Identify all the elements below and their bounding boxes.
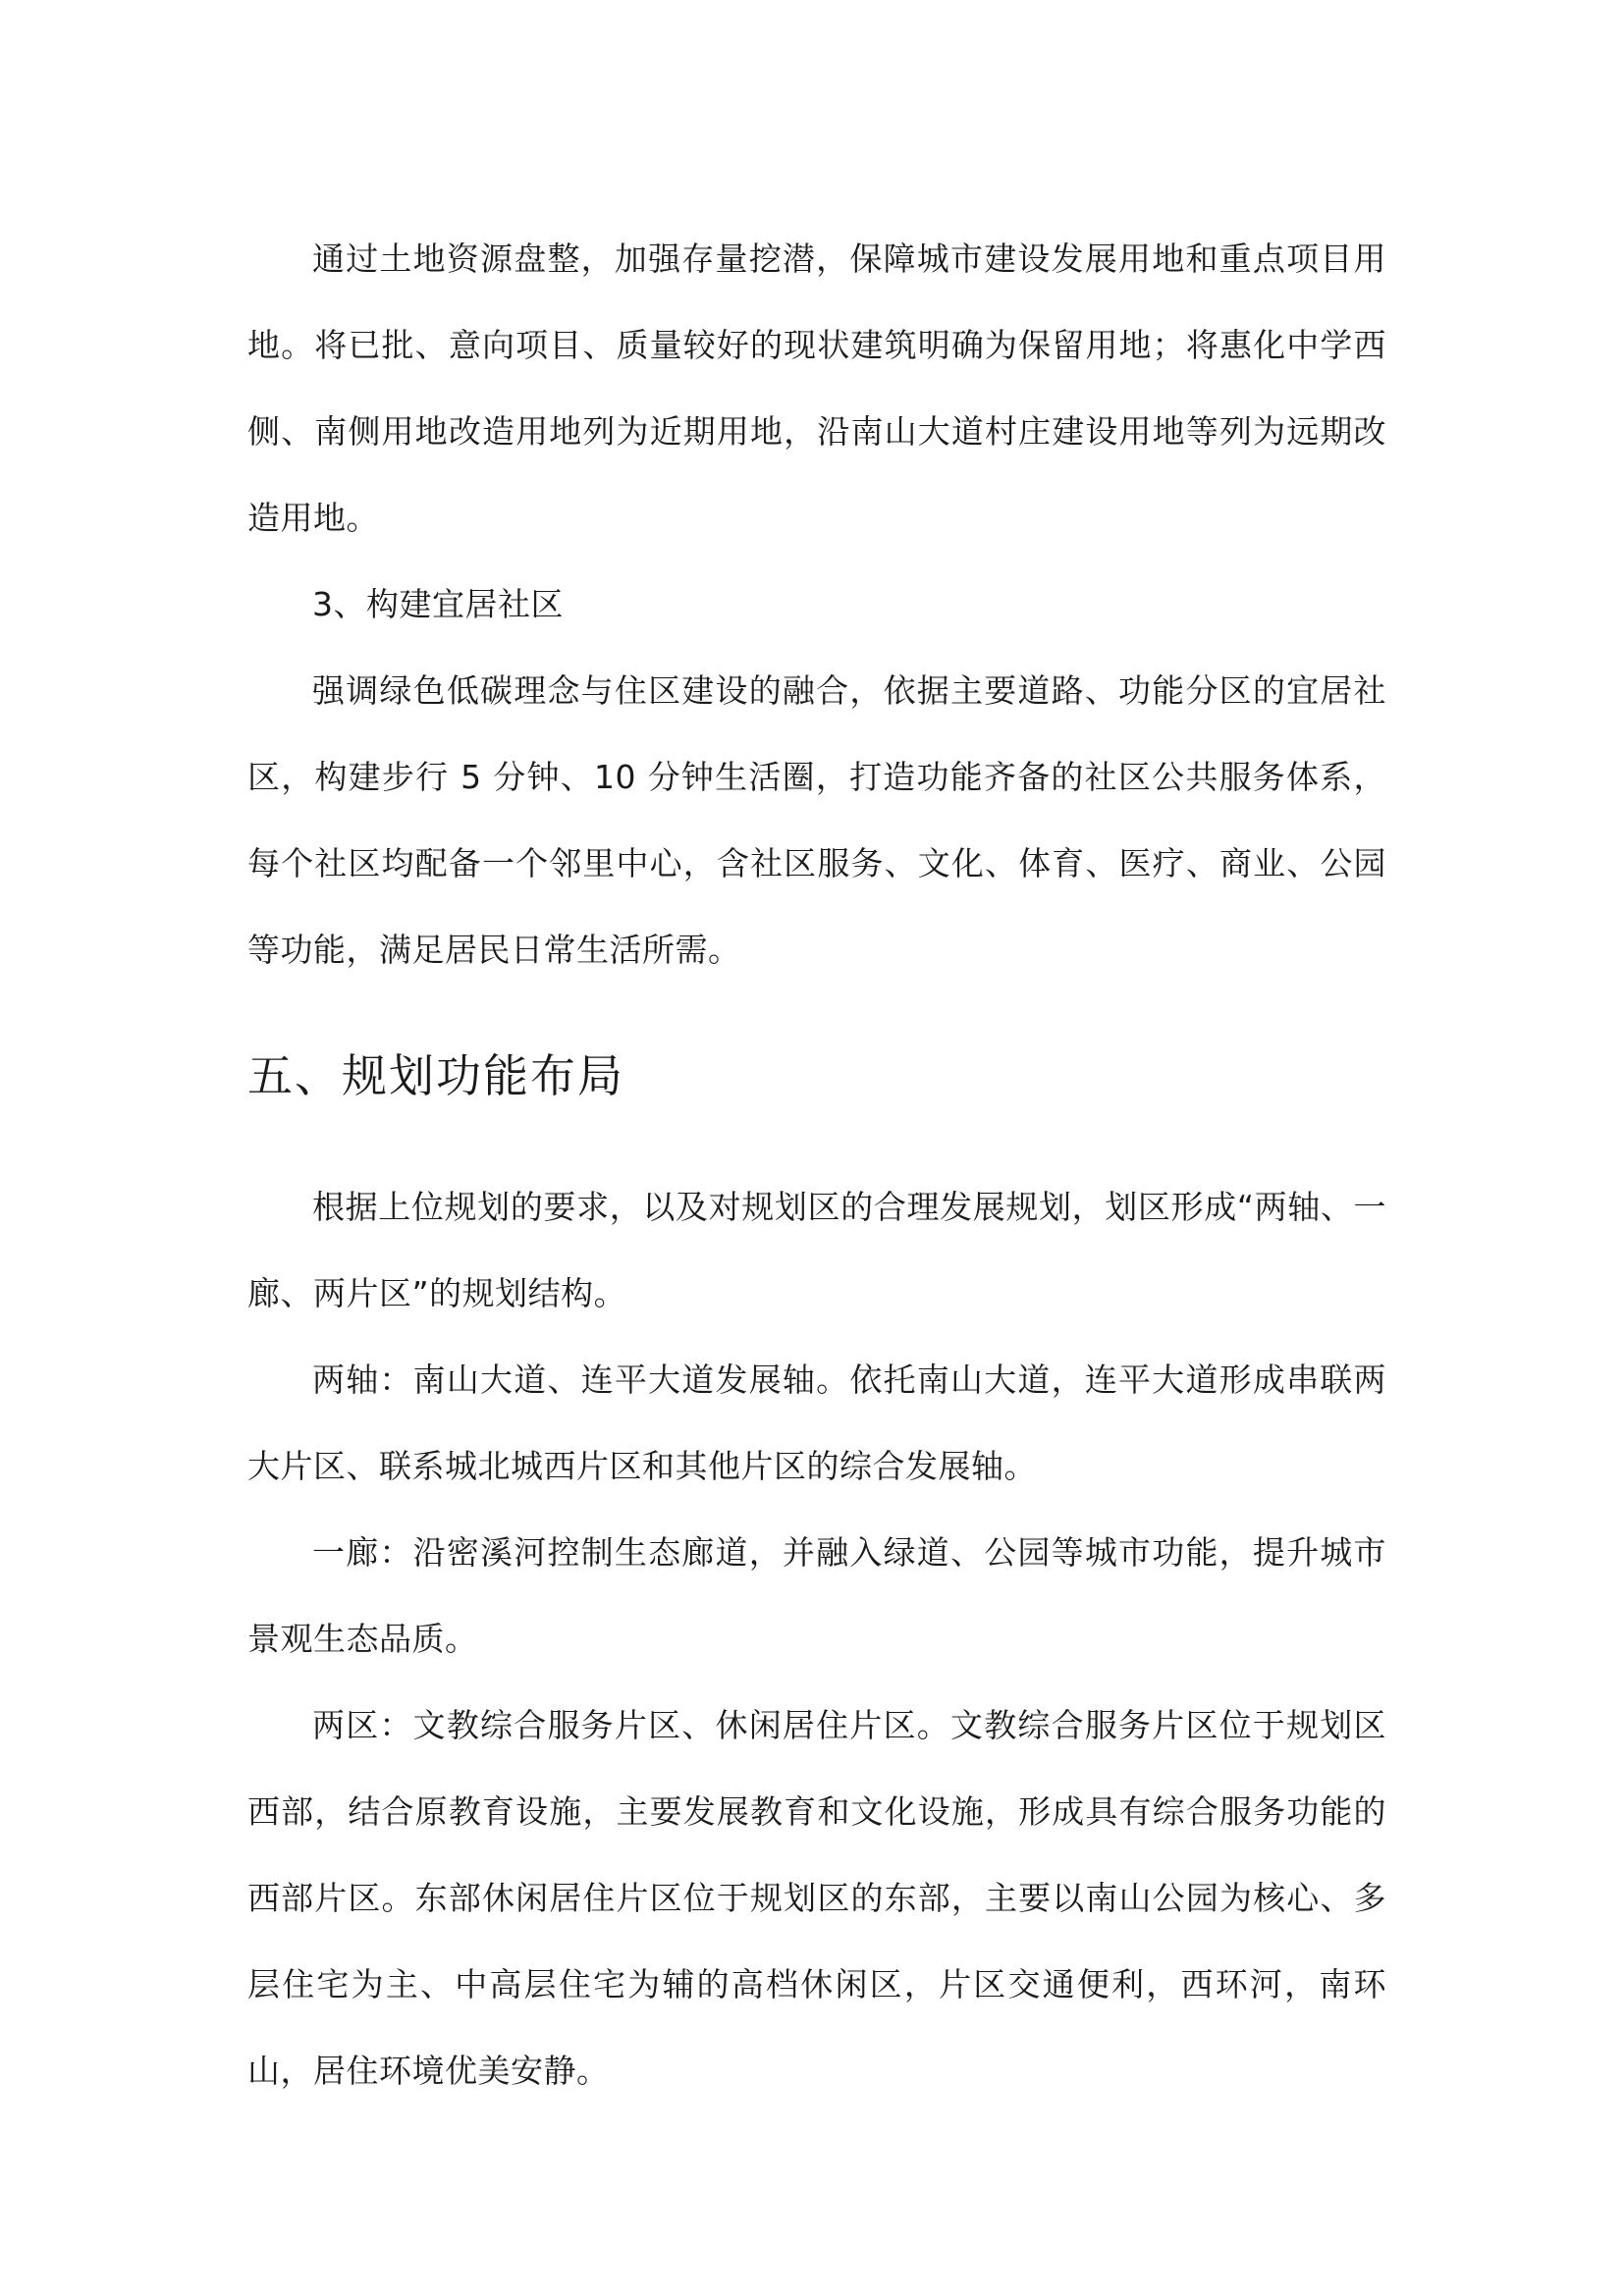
paragraph-two-districts: 两区：文教综合服务片区、休闲居住片区。文教综合服务片区位于规划区西部，结合原教育设施，主要发展教育和文化设施，形成具有综合服务功能的西部片区。东部休闲居住片区位于规划区的东部，主要以南山公园为核心、多层住宅为主、中高层住宅为辅的高档休闲区，片区交通便利，西环河，南环山，居住环境优美安静。 [247,1706,1386,2090]
document-body [247,216,1386,2114]
paragraph-planning-structure: 根据上位规划的要求，以及对规划区的合理发展规划，划区形成“两轴、一廊、两片区”的规划结构。 [247,1188,1386,1312]
paragraph-two-axes: 两轴：南山大道、连平大道发展轴。依托南山大道，连平大道形成串联两大片区、联系城北城西片区和其他片区的综合发展轴。 [247,1361,1386,1485]
subheading-livable-community: 3、构建宜居社区 [312,585,564,623]
section-title-functional-layout: 五、规划功能布局 [247,1049,624,1102]
paragraph-one-corridor: 一廊：沿密溪河控制生态廊道，并融入绿道、公园等城市功能，提升城市景观生态品质。 [247,1533,1386,1658]
paragraph-land-use: 通过土地资源盘整，加强存量挖潜，保障城市建设发展用地和重点项目用地。将已批、意向项目、质量较好的现状建筑明确为保留用地；将惠化中学西侧、南侧用地改造用地列为近期用地，沿南山大道村庄建设用地等列为远期改造用地。 [247,240,1386,537]
paragraph-livable-community: 强调绿色低碳理念与住区建设的融合，依据主要道路、功能分区的宜居社区，构建步行 5 分钟、10 分钟生活圈，打造功能齐备的社区公共服务体系，每个社区均配备一个邻里中心，含社区服务、文化、体育、医疗、商业、公园等功能，满足居民日常生活所需。 [247,671,1386,969]
